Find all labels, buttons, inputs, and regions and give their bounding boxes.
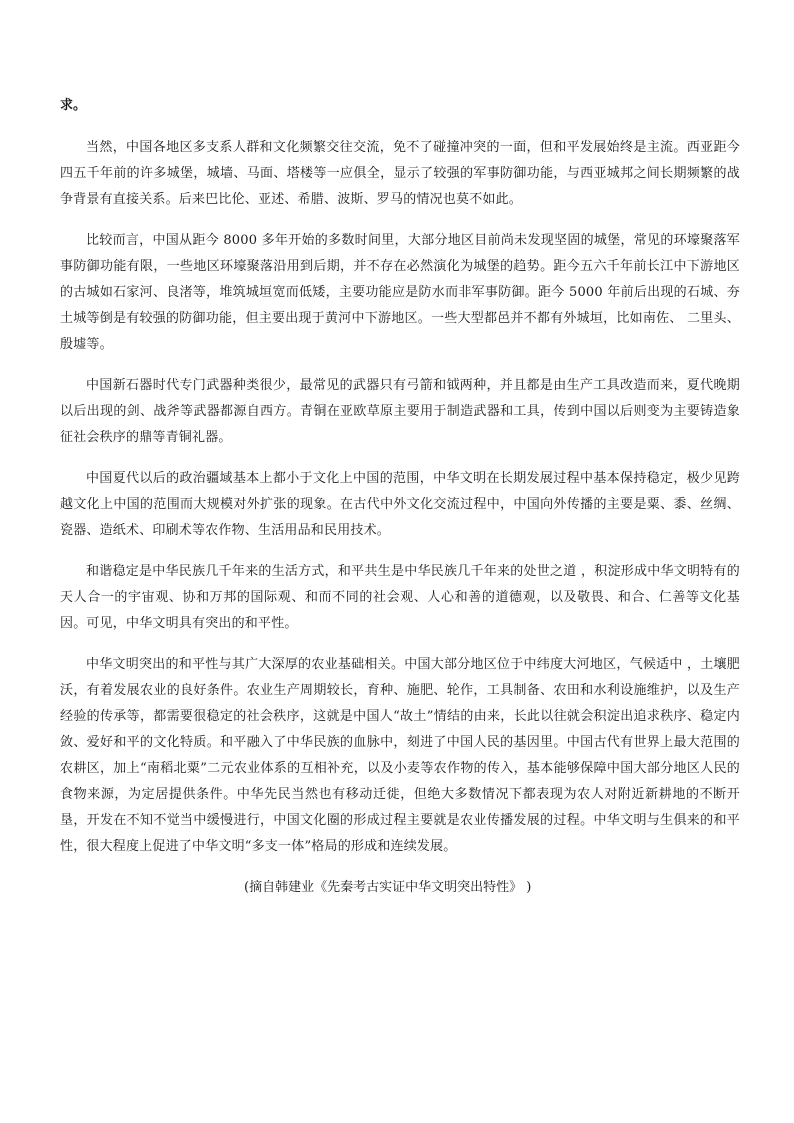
document-page xyxy=(60,96,740,901)
paragraph-weapons: 中国新石器时代专门武器种类很少，最常见的武器只有弓箭和钺两种，并且都是由生产工具改造而来，夏代晚期以后出现的剑、战斧等武器都源自西方。青铜在亚欧草原主要用于制造武器和工具，传到中国以后则变为主要铸造象征社会秩序的鼎等青铜礼器。 xyxy=(60,378,740,445)
source-citation: (摘自韩建业《先秦考古实证中华文明突出特性》 ) xyxy=(244,880,532,895)
lead-fragment: 求。 xyxy=(60,98,87,113)
paragraph-agriculture: 中华文明突出的和平性与其广大深厚的农业基础相关。中国大部分地区位于中纬度大河地区，气候适中 ，土壤肥沃，有着发展农业的良好条件。农业生产周期较长，育种、施肥、轮作，工具制备、农田和水利设施维护，以及生产经验的传承等，都需要很稳定的社会秩序，这就是中国人“故土”情结的由来，长此以往就会积淀出追求秩序、稳定内敛、爱好和平的文化特质。和平融入了中华民族的血脉中，刻进了中国人民的基因里。中国古代有世界上最大范围的农耕区，加上“南稻北粟”二元农业体系的互相补充，以及小麦等农作物的传入，基本能够保障中国大部分地区人民的食物来源，为定居提供条件。中华先民当然也有移动迁徙，但绝大多数情况下都表现为农人对附近新耕地的不断开垦，开发在不知不觉当中缓慢进行，中国文化圈的形成过程主要就是农业传播发展的过程。中华文明与生俱来的和平性，很大程度上促进了中华文明“多支一体”格局的形成和连续发展。 xyxy=(60,657,740,854)
paragraph-peace-mainstream: 当然，中国各地区多支系人群和文化频繁交往交流，免不了碰撞冲突的一面，但和平发展始终是主流。西亚距今四五千年前的许多城堡，城墙、马面、塔楼等一应俱全，显示了较强的军事防御功能，与西亚城邦之间长期频繁的战争背景有直接关系。后来巴比伦、亚述、希腊、波斯、罗马的情况也莫不如此。 xyxy=(60,140,740,207)
paragraph-political-territory: 中国夏代以后的政治疆域基本上都小于文化上中国的范围，中华文明在长期发展过程中基本保持稳定，极少见跨越文化上中国的范围而大规模对外扩张的现象。在古代中外文化交流过程中，中国向外传播的主要是粟、黍、丝绸、瓷器、造纸术、印刷术等农作物、生活用品和民用技术。 xyxy=(60,471,740,538)
paragraph-harmony: 和谐稳定是中华民族几千年来的生活方式，和平共生是中华民族几千年来的处世之道 ，积淀形成中华文明特有的天人合一的宇宙观、协和万邦的国际观、和而不同的社会观、人心和善的道德观，以及敬畏、和合、仁善等文化基因。可见，中华文明具有突出的和平性。 xyxy=(60,564,740,631)
paragraph-defense-comparison: 比较而言，中国从距今 8000 多年开始的多数时间里，大部分地区目前尚未发现坚固的城堡，常见的环壕聚落军事防御功能有限，一些地区环壕聚落沿用到后期，并不存在必然演化为城堡的趋势。距今五六千年前长江中下游地区的古城如石家河、良渚等，堆筑城垣宽而低矮，主要功能应是防水而非军事防御。距今 5000 年前后出现的石城、夯土城等倒是有较强的防御功能，但主要出现于黄河中下游地区。一些大型都邑并不都有外城垣，比如南佐、 二里头、 殷墟等。 xyxy=(60,233,740,352)
